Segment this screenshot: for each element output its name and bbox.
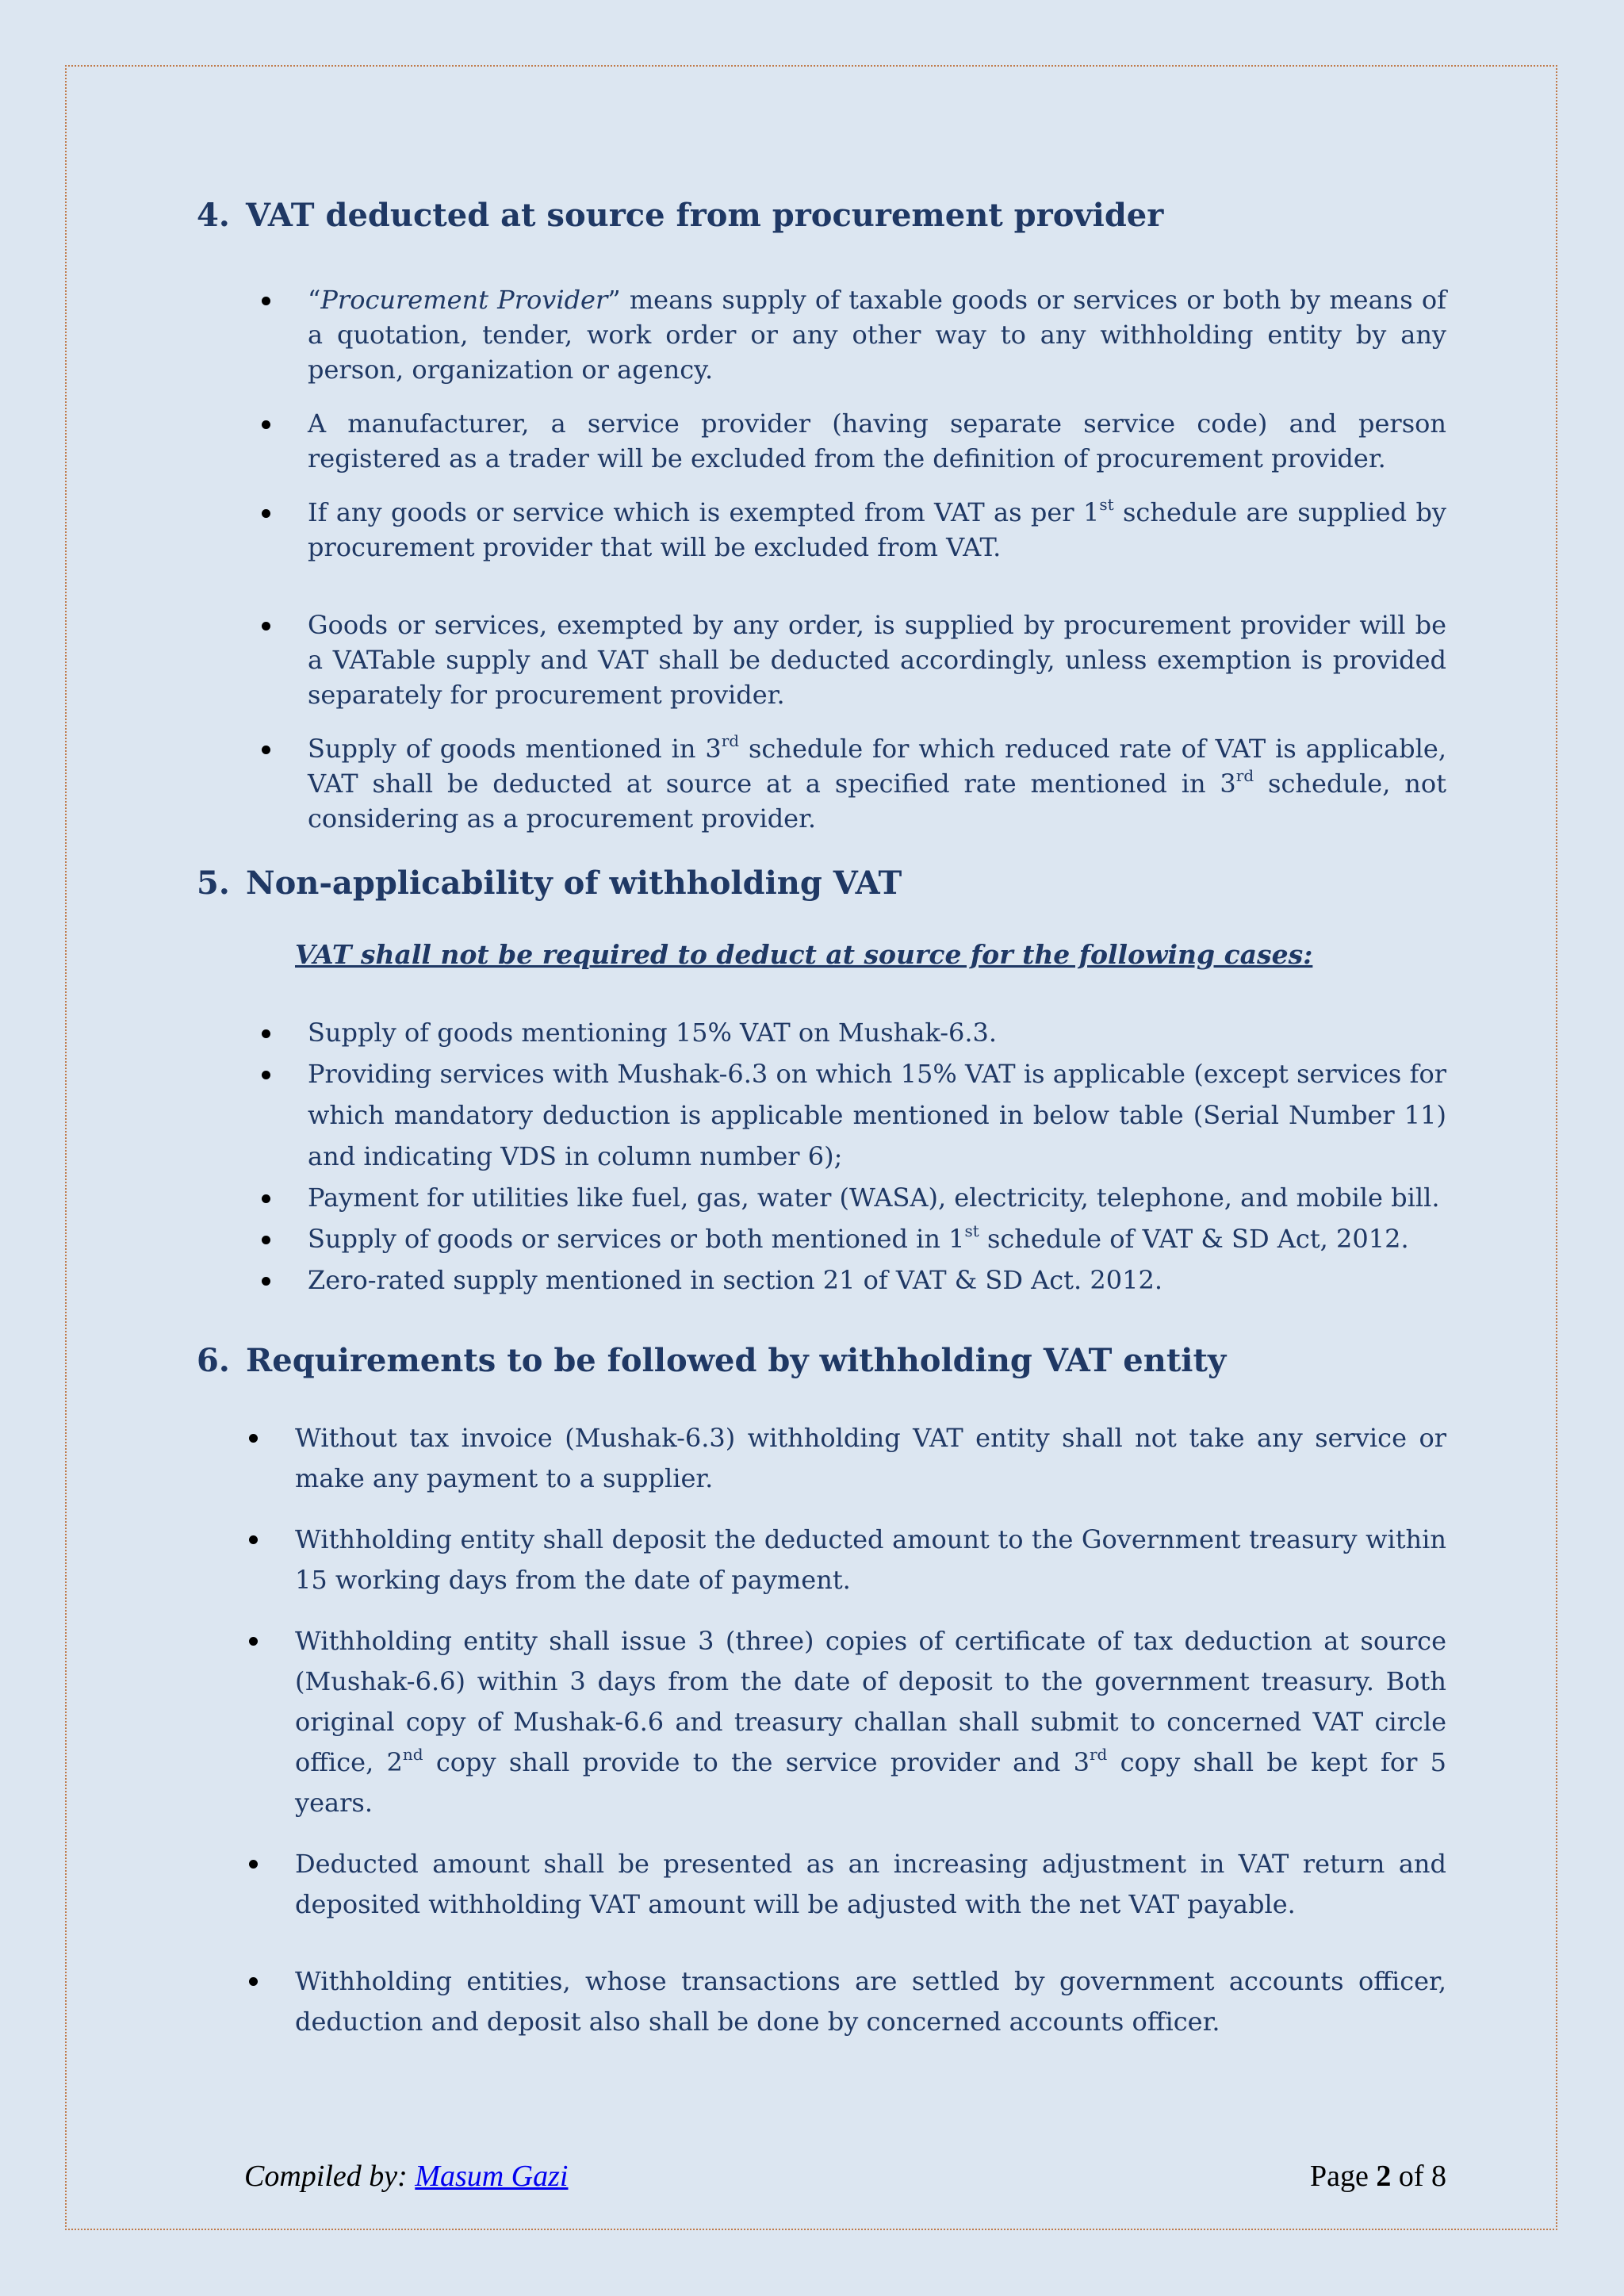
list-item-text: Supply of goods or services or both mentioned in 1 xyxy=(308,1224,965,1254)
section-4-heading xyxy=(197,197,1163,234)
superscript: rd xyxy=(721,731,740,751)
bullet-icon xyxy=(262,1029,270,1038)
superscript: st xyxy=(964,1221,979,1241)
list-item xyxy=(308,1012,1446,1053)
list-item-text: Withholding entity shall issue 3 (three) copies of certificate of tax deduction at source (Mushak-6.6) within 3 days from the date of deposit to the government treasury. Both original copy of Mushak-6.6 and treasury challan shall submit to concerned VAT circle office, 2 xyxy=(295,1626,1446,1777)
list-item-text: A manufacturer, a service provider (having separate service code) and person registered as a trader will be excluded from the definition of procurement provider. xyxy=(308,408,1446,473)
list-item-text: Providing services with Mushak-6.3 on which 15% VAT is applicable (except services for which mandatory deduction is applicable mentioned in below table (Serial Number 11) and indicating VDS in column number 6); xyxy=(308,1059,1446,1171)
list-item-text: schedule of VAT & SD Act, 2012. xyxy=(979,1224,1409,1254)
section-number: 4. xyxy=(197,197,230,234)
section-5-list xyxy=(308,1012,1446,1301)
list-item-text: Supply of goods mentioned in 3 xyxy=(308,734,722,764)
list-item xyxy=(308,1053,1446,1177)
bullet-icon xyxy=(262,1236,270,1244)
superscript: rd xyxy=(1089,1745,1108,1765)
list-item xyxy=(295,1418,1446,1499)
list-item xyxy=(295,1621,1446,1823)
list-item-text: Withholding entities, whose transactions are settled by government accounts officer, deduction and deposit also shall be done by concerned accounts officer. xyxy=(295,1966,1446,2037)
list-item-text: copy shall provide to the service provider and 3 xyxy=(423,1747,1090,1777)
bullet-icon xyxy=(262,746,270,754)
page-current: 2 xyxy=(1376,2160,1392,2193)
bullet-icon xyxy=(262,1071,270,1079)
footer-compiled-by xyxy=(244,2159,568,2194)
list-item xyxy=(308,731,1446,836)
list-item-text: If any goods or service which is exempted from VAT as per 1 xyxy=(308,497,1100,527)
term-procurement-provider: Procurement Provider xyxy=(320,285,608,315)
list-item xyxy=(295,1520,1446,1600)
section-title: Non-applicability of withholding VAT xyxy=(246,864,902,902)
compiled-label: Compiled by: xyxy=(244,2160,408,2193)
section-6-heading xyxy=(197,1342,1226,1379)
footer-page-number xyxy=(1310,2159,1446,2194)
bullet-icon xyxy=(262,509,270,518)
list-item xyxy=(295,1961,1446,2042)
section-title: VAT deducted at source from procurement provider xyxy=(246,197,1164,234)
list-item-text: Withholding entity shall deposit the deducted amount to the Government treasury within 15 working days from the date of payment. xyxy=(295,1524,1446,1595)
list-item-text: copy shall be kept for 5 years. xyxy=(295,1747,1447,1818)
section-number: 5. xyxy=(197,864,230,902)
list-item xyxy=(308,495,1446,565)
list-item: “Procurement Provider” means supply of taxable goods or services or both by means of a quotation, tender, work order or any other way to any withholding entity by any person, organization or agency. xyxy=(308,282,1446,387)
superscript: nd xyxy=(402,1745,423,1765)
bullet-icon xyxy=(249,1637,258,1646)
bullet-icon xyxy=(262,420,270,429)
bullet-icon xyxy=(249,1434,258,1443)
section-5-heading xyxy=(197,864,902,902)
list-item xyxy=(308,1259,1446,1301)
list-item-text: Goods or services, exempted by any order, is supplied by procurement provider will be a VATable supply and VAT shall be deducted accordingly, unless exemption is provided separately for procurement provider. xyxy=(308,610,1446,710)
bullet-icon xyxy=(262,622,270,631)
list-item-text: means supply of taxable goods or services or both by means of a quotation, tender, work order or any other way to any withholding entity by any person, organization or agency. xyxy=(308,285,1446,385)
section-4-list xyxy=(308,282,1446,836)
bullet-icon xyxy=(249,1977,258,1986)
page-of: of xyxy=(1398,2160,1424,2193)
list-item xyxy=(308,1177,1446,1218)
page-word: Page xyxy=(1309,2160,1369,2193)
list-item-text: schedule, not considering as a procurement provider. xyxy=(308,769,1447,834)
bullet-icon xyxy=(262,1277,270,1286)
superscript: st xyxy=(1099,495,1114,515)
section-title: Requirements to be followed by withholding VAT entity xyxy=(246,1342,1227,1379)
bullet-icon xyxy=(249,1535,258,1544)
section-5-subheading: VAT shall not be required to deduct at source for the following cases: xyxy=(295,939,1313,970)
section-number: 6. xyxy=(197,1342,230,1379)
list-item xyxy=(308,1218,1446,1259)
page-total: 8 xyxy=(1431,2160,1446,2193)
list-item xyxy=(308,406,1446,476)
list-item-text: Without tax invoice (Mushak-6.3) withholding VAT entity shall not take any service or make any payment to a supplier. xyxy=(295,1423,1446,1493)
list-item-text: schedule for which reduced rate of VAT is applicable, VAT shall be deducted at source at a specified rate mentioned in 3 xyxy=(308,734,1447,799)
bullet-icon xyxy=(249,1860,258,1869)
list-item-text: Supply of goods mentioning 15% VAT on Mushak-6.3. xyxy=(308,1018,998,1048)
list-item xyxy=(295,1844,1446,1925)
list-item-text: Zero-rated supply mentioned in section 21 of VAT & SD Act. 2012. xyxy=(308,1265,1162,1295)
author-link[interactable]: Masum Gazi xyxy=(415,2160,569,2193)
list-item-text: Payment for utilities like fuel, gas, water (WASA), electricity, telephone, and mobile bill. xyxy=(308,1182,1440,1213)
bullet-icon xyxy=(262,1194,270,1203)
list-item-text: schedule are supplied by procurement provider that will be excluded from VAT. xyxy=(308,497,1447,562)
list-item-text: Deducted amount shall be presented as an increasing adjustment in VAT return and deposited withholding VAT amount will be adjusted with the net VAT payable. xyxy=(295,1849,1446,1919)
section-6-list xyxy=(295,1418,1446,2042)
superscript: rd xyxy=(1235,766,1254,786)
list-item xyxy=(308,608,1446,712)
bullet-icon xyxy=(262,297,270,305)
